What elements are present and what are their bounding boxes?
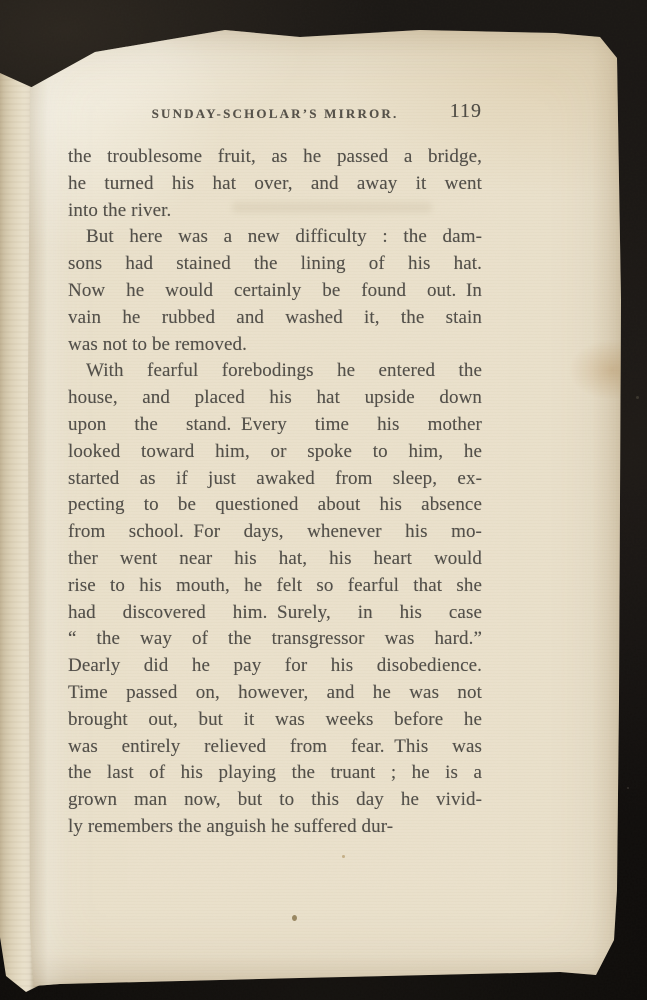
text-line: grown man now, but to this day he vivid- — [68, 789, 482, 811]
text-line: brought out, but it was weeks before he — [68, 708, 482, 730]
text-line: started as if just awaked from sleep, ex- — [68, 467, 482, 489]
text-line: vain he rubbed and washed it, the stain — [68, 306, 482, 328]
text-line: rise to his mouth, he felt so fearful that she — [68, 574, 482, 596]
running-head — [68, 101, 482, 127]
text-line: With fearful forebodings he entered the — [86, 360, 482, 382]
text-line: he turned his hat over, and away it went — [68, 172, 482, 194]
paper-speck — [292, 915, 297, 921]
text-line: upon the stand. Every time his mother — [68, 413, 482, 435]
text-line: the troublesome fruit, as he passed a bridge, — [68, 146, 482, 167]
text-line: ther went near his hat, his heart would — [68, 547, 482, 569]
dust-speck — [627, 787, 629, 789]
text-line: Dearly did he pay for his disobedience. — [68, 655, 482, 677]
text-line: pecting to be questioned about his absence — [68, 494, 482, 516]
text-line: Time passed on, however, and he was not — [68, 681, 482, 703]
text-line: the last of his playing the truant ; he is a — [68, 762, 482, 784]
text-line: house, and placed his hat upside down — [68, 387, 482, 409]
text-line: “ the way of the transgressor was hard.” — [68, 628, 482, 650]
text-line: had discovered him. Surely, in his case — [68, 601, 482, 623]
text-line: sons had stained the lining of his hat. — [68, 253, 482, 275]
text-line: was not to be removed. — [68, 333, 247, 355]
text-line: But here was a new difficulty : the dam- — [86, 226, 482, 248]
text-line: looked toward him, or spoke to him, he — [68, 440, 482, 462]
text-line: into the river. — [68, 199, 172, 221]
text-line: ly remembers the anguish he suffered dur- — [68, 815, 394, 837]
running-head-title: SUNDAY-SCHOLAR’S MIRROR. — [151, 106, 399, 121]
text-line: Now he would certainly be found out. In — [68, 279, 482, 301]
paper-speck — [342, 855, 345, 858]
text-line: was entirely relieved from fear. This was — [68, 735, 482, 757]
text-line: from school. For days, whenever his mo- — [68, 521, 482, 543]
page-text — [68, 144, 482, 841]
dust-speck — [636, 396, 639, 399]
ink-show-through — [232, 202, 432, 213]
page-number: 119 — [449, 100, 482, 122]
